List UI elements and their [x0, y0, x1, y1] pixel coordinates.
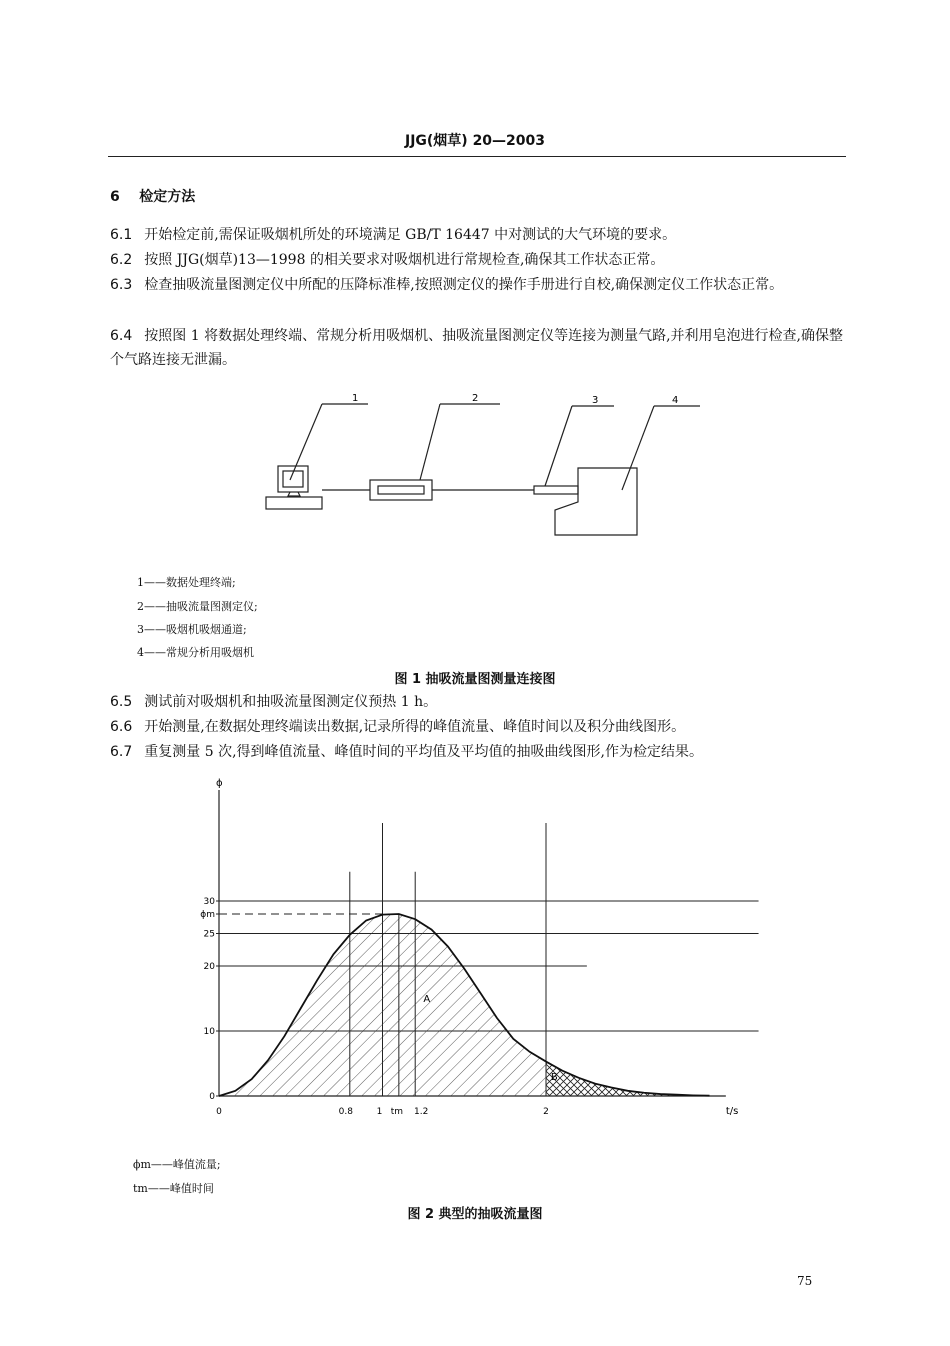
y-tick-label: 30 — [203, 897, 215, 907]
fig1-legend-item: 4——常规分析用吸烟机 — [137, 646, 254, 659]
paragraph-6-5 — [110, 690, 845, 714]
fig1-label-1: 1 — [352, 393, 359, 404]
fig2-legend-item: tm——峰值时间 — [133, 1182, 214, 1195]
figure-2-chart — [0, 770, 950, 1130]
paragraph-6-3 — [110, 273, 845, 297]
x-axis-label: t/s — [725, 1106, 739, 1117]
para-text: 按照 JJG(烟草)13—1998 的相关要求对吸烟机进行常规检查,确保其工作状态正常。 — [144, 252, 665, 268]
flow-meter-inner — [378, 486, 424, 494]
y-tick-label: ϕm — [200, 910, 215, 920]
region-a-fill — [219, 914, 546, 1096]
para-num: 6.1 — [110, 227, 133, 243]
leader-line — [622, 406, 654, 490]
paragraph-6-7 — [110, 740, 845, 764]
para-num: 6.6 — [110, 719, 133, 735]
x-tick-label: 2 — [543, 1107, 549, 1117]
x-tick-label: 0 — [216, 1107, 222, 1117]
paragraph-6-2 — [110, 248, 845, 272]
para-num: 6.5 — [110, 694, 133, 710]
paragraph-6-6 — [110, 715, 845, 739]
para-text: 测试前对吸烟机和抽吸流量图测定仪预热 1 h。 — [144, 694, 438, 710]
fig1-legend-item: 2——抽吸流量图测定仪; — [137, 600, 258, 613]
fig1-caption: 图 1 抽吸流量图测量连接图 — [394, 672, 556, 687]
smoking-machine — [555, 468, 637, 535]
y-tick-label: 10 — [203, 1027, 215, 1037]
para-num: 6.2 — [110, 252, 133, 268]
y-axis-symbol: ϕ — [216, 778, 223, 789]
para-text: 按照图 1 将数据处理终端、常规分析用吸烟机、抽吸流量图测定仪等连接为测量气路,并利用皂泡进行检查,确保整个气路连接无泄漏。 — [110, 328, 843, 368]
paragraph-6-1 — [110, 223, 845, 247]
leader-line — [290, 404, 322, 480]
figure-1-diagram — [0, 380, 950, 560]
fig1-label-4: 4 — [672, 395, 679, 406]
page-header: JJG(烟草) 20—2003 — [404, 133, 546, 149]
x-tick-label: 0.8 — [338, 1107, 353, 1117]
para-num: 6.7 — [110, 744, 133, 760]
para-text: 检查抽吸流量图测定仪中所配的压降标准棒,按照测定仪的操作手册进行自校,确保测定仪工作状态正常。 — [144, 277, 784, 293]
para-num: 6.3 — [110, 277, 133, 293]
section-title: 检定方法 — [139, 189, 196, 205]
fig2-caption: 图 2 典型的抽吸流量图 — [407, 1207, 543, 1222]
leader-line — [545, 406, 572, 486]
para-text: 开始检定前,需保证吸烟机所处的环境满足 GB/T 16447 中对测试的大气环境的要求。 — [144, 227, 677, 243]
x-tick-label: tm — [390, 1107, 403, 1117]
fig1-label-2: 2 — [472, 393, 479, 404]
keyboard-shape — [266, 497, 322, 509]
smoking-channel — [534, 486, 578, 494]
fig1-legend-item: 1——数据处理终端; — [137, 576, 236, 589]
paragraph-6-4 — [110, 324, 845, 372]
header-rule — [108, 156, 846, 157]
x-tick-label: 1.2 — [414, 1107, 429, 1117]
region-b-label: B — [550, 1071, 558, 1083]
y-tick-label: 0 — [209, 1092, 215, 1102]
para-num: 6.4 — [110, 328, 133, 344]
fig1-label-3: 3 — [592, 395, 599, 406]
fig2-legend-item: ϕm——峰值流量; — [133, 1158, 221, 1171]
page-number: 75 — [797, 1274, 813, 1288]
leader-line — [420, 404, 440, 480]
x-tick-label: 1 — [376, 1107, 383, 1117]
section-number: 6 — [110, 189, 120, 205]
para-text: 重复测量 5 次,得到峰值流量、峰值时间的平均值及平均值的抽吸曲线图形,作为检定结果。 — [144, 744, 703, 760]
section-heading — [110, 186, 195, 206]
flow-meter-box — [370, 480, 432, 500]
fig1-legend-item: 3——吸烟机吸烟通道; — [137, 623, 247, 636]
y-tick-label: 25 — [203, 929, 215, 940]
region-a-label: A — [423, 993, 431, 1005]
y-tick-label: 20 — [203, 962, 215, 972]
monitor-stand — [288, 492, 300, 496]
para-text: 开始测量,在数据处理终端读出数据,记录所得的峰值流量、峰值时间以及积分曲线图形。 — [144, 719, 686, 735]
